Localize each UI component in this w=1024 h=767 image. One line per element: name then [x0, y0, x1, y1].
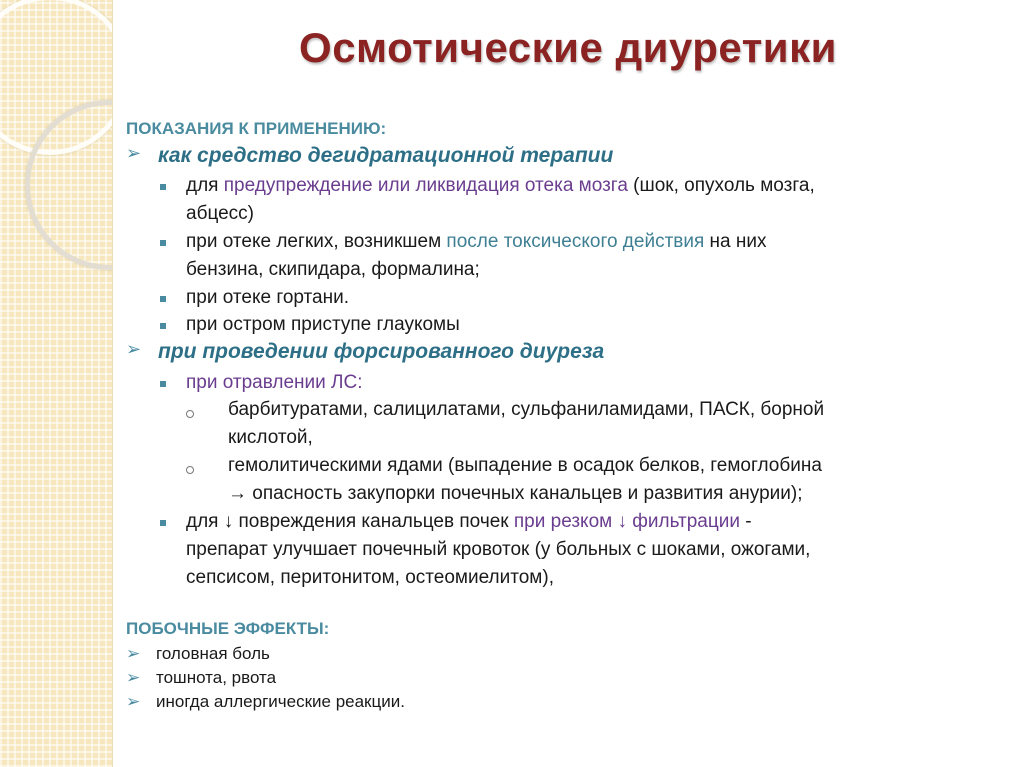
list-item: при отеке гортани. [186, 287, 349, 308]
list-item: при остром приступе глаукомы [186, 314, 460, 335]
arrow-bullet-icon: ➢ [126, 644, 141, 663]
list-item-continuation: сепсисом, перитонитом, остеомиелитом), [186, 567, 554, 588]
square-bullet-icon [160, 296, 166, 302]
list-item-continuation: бензина, скипидара, формалина; [186, 259, 480, 280]
indications-label: ПОКАЗАНИЯ К ПРИМЕНЕНИЮ: [126, 119, 387, 138]
group-heading-text: при проведении форсированного диуреза [158, 340, 605, 363]
arrow-bullet-icon: ➢ [126, 692, 141, 711]
sub-list-item-continuation: кислотой, [228, 427, 313, 448]
arrow-bullet-icon: ➢ [126, 339, 142, 359]
slide-title: Осмотические диуретики [299, 24, 837, 71]
arrow-bullet-icon: ➢ [126, 668, 141, 687]
circle-bullet-icon [186, 466, 194, 474]
list-item: для предупреждение или ликвидация отека мозга (шок, опухоль мозга, [186, 175, 815, 196]
sub-list-item-continuation: → опасность закупорки почечных канальцев и развития анурии); [228, 483, 803, 504]
square-bullet-icon [160, 520, 166, 526]
sub-list-item: барбитуратами, салицилатами, сульфаниламидами, ПАСК, борной [228, 399, 825, 420]
list-item: при отравлении ЛС: [186, 372, 363, 393]
square-bullet-icon [160, 323, 166, 329]
square-bullet-icon [160, 184, 166, 190]
group-heading-text: как средство дегидратационной терапии [158, 144, 614, 167]
sub-list-item: гемолитическими ядами (выпадение в осадок белков, гемоглобина [228, 455, 822, 476]
list-item-continuation: препарат улучшает почечный кровоток (у больных с шоками, ожогами, [186, 539, 811, 560]
list-item: для ↓ повреждения канальцев почек при резком ↓ фильтрации - [186, 511, 752, 532]
square-bullet-icon [160, 240, 166, 246]
arrow-bullet-icon: ➢ [126, 143, 142, 163]
circle-bullet-icon [186, 410, 194, 418]
side-effect-item: ➢ тошнота, рвота [126, 668, 277, 687]
side-effect-item: ➢ головная боль [126, 644, 270, 663]
side-effects-label: ПОБОЧНЫЕ ЭФФЕКТЫ: [126, 619, 330, 638]
list-item-continuation: абцесс) [186, 203, 255, 224]
side-effect-item: ➢ иногда аллергические реакции. [126, 692, 405, 711]
square-bullet-icon [160, 381, 166, 387]
list-item: при отеке легких, возникшем после токсического действия на них [186, 231, 767, 252]
